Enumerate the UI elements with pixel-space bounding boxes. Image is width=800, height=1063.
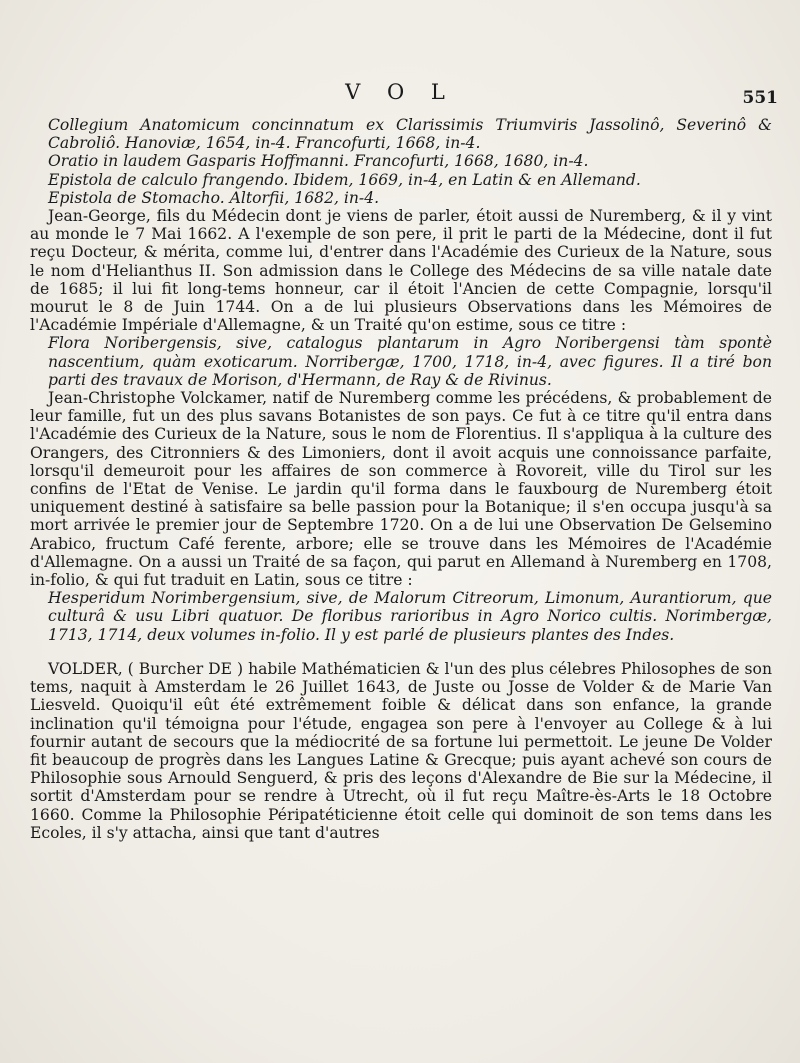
bibliography-entry bbox=[30, 116, 772, 152]
ref-title: Collegium Anatomicum concinnatum ex Clarissimis Triumviris Jassolinô, Severinô & Cabroliô. Hanoviæ, 1654, in-4. Francofurti, 1668, in-4. bbox=[48, 116, 772, 153]
paragraph-volder bbox=[30, 660, 772, 842]
bibliography-entry bbox=[30, 334, 772, 389]
ref-title: Oratio in laudem Gasparis Hoffmanni. Francofurti, 1668, 1680, in-4. bbox=[48, 152, 589, 171]
ref-title: Epistola de Stomacho. Altorfii, 1682, in-4. bbox=[48, 188, 380, 207]
ref-title: Hesperidum Norimbergensium, sive, de Malorum Citreorum, Limonum, Aurantiorum, que culturâ & usu Libri quatuor. De floribus rarioribus in Agro Norico cultis. Norimbergæ, 1713, 1714, deux volumes in-folio. Il y est parlé de plusieurs plantes des Indes. bbox=[48, 589, 772, 644]
paragraph-jean-george: Jean-George, fils du Médecin dont je viens de parler, étoit aussi de Nuremberg, & il y vint au monde le 7 Mai 1662. A l'exemple de son pere, il prit le parti de la Médecine, dont il fut reçu Docteur, & mérita, comme lui, d'entrer dans l'Académie des Curieux de la Nature, sous le nom d'Helianthus II. Son admission dans le College des Médecins de sa ville natale date de 1685; il lui fit long-tems honneur, car il étoit l'Ancien de cette Compagnie, lorsqu'il mourut le 8 de Juin 1744. On a de lui plusieurs Observations dans les Mémoires de l'Académie Impériale d'Allemagne, & un Traité qu'on estime, sous ce titre : bbox=[30, 207, 772, 335]
entry-headword: VOLDER, ( Burcher DE ) bbox=[48, 659, 249, 678]
running-head: V O L bbox=[345, 80, 455, 104]
paragraph-volckamer: Jean-Christophe Volckamer, natif de Nuremberg comme les précédens, & probablement de leur famille, fut un des plus savans Botanistes de son pays. Ce fut à ce titre qu'il entra dans l'Académie des Curieux de la Nature, sous le nom de Florentius. Il s'appliqua à la culture des Orangers, des Citronniers & des Limoniers, dont il avoit acquis une connoissance parfaite, lorsqu'il demeuroit pour les affaires de son commerce à Rovoreit, ville du Tirol sur les confins de l'Etat de Venise. Le jardin qu'il forma dans le fauxbourg de Nuremberg étoit uniquement destiné à satisfaire sa belle passion pour la Botanique; il s'en occupa jusqu'à sa mort arrivée le premier jour de Septembre 1720. On a de lui une Observation De Gelsemino Arabico, fructum Café ferente, arbore; elle se trouve dans les Mémoires de l'Académie d'Allemagne. On a aussi un Traité de sa façon, qui parut en Allemand à Nuremberg en 1708, in-folio, & qui fut traduit en Latin, sous ce titre : bbox=[30, 389, 772, 590]
page-body bbox=[30, 116, 772, 842]
bibliography-entry bbox=[30, 189, 772, 207]
bibliography-entry bbox=[30, 171, 772, 189]
ref-title: Flora Noribergensis, sive, catalogus plantarum in Agro Noribergensi tàm spontè nascentium, quàm exoticarum. Norribergæ, 1700, 1718, in-4, avec figures. Il a tiré bon parti des travaux de Morison, d'Hermann, de Ray & de Rivinus. bbox=[48, 334, 772, 389]
page-number: 551 bbox=[742, 88, 778, 108]
bibliography-entry bbox=[30, 152, 772, 170]
section-gap bbox=[30, 644, 772, 660]
bibliography-entry bbox=[30, 589, 772, 644]
ref-title: Epistola de calculo frangendo. Ibidem, 1669, in-4, en Latin & en Allemand. bbox=[48, 170, 641, 189]
entry-text: habile Mathématicien & l'un des plus célebres Philosophes de son tems, naquit à Amsterdam le 26 Juillet 1643, de Juste ou Josse de Volder & de Marie Van Liesveld. Quoiqu'il eût été extrêmement foible & délicat dans son enfance, la grande inclination qu'il témoigna pour l'étude, engagea son pere à l'envoyer au College & à lui fournir autant de secours que la médiocrité de sa fortune lui permettoit. Le jeune De Volder fit beaucoup de progrès dans les Langues Latine & Grecque; puis ayant achevé son cours de Philosophie sous Arnould Senguerd, & pris des leçons d'Alexandre de Bie sur la Médecine, il sortit d'Amsterdam pour se rendre à Utrecht, où il fut reçu Maître-ès-Arts le 18 Octobre 1660. Comme la Philosophie Péripatéticienne étoit celle qui dominoit de son tems dans les Ecoles, il s'y attacha, ainsi que tant d'autres bbox=[30, 659, 772, 842]
page-header bbox=[0, 80, 800, 110]
